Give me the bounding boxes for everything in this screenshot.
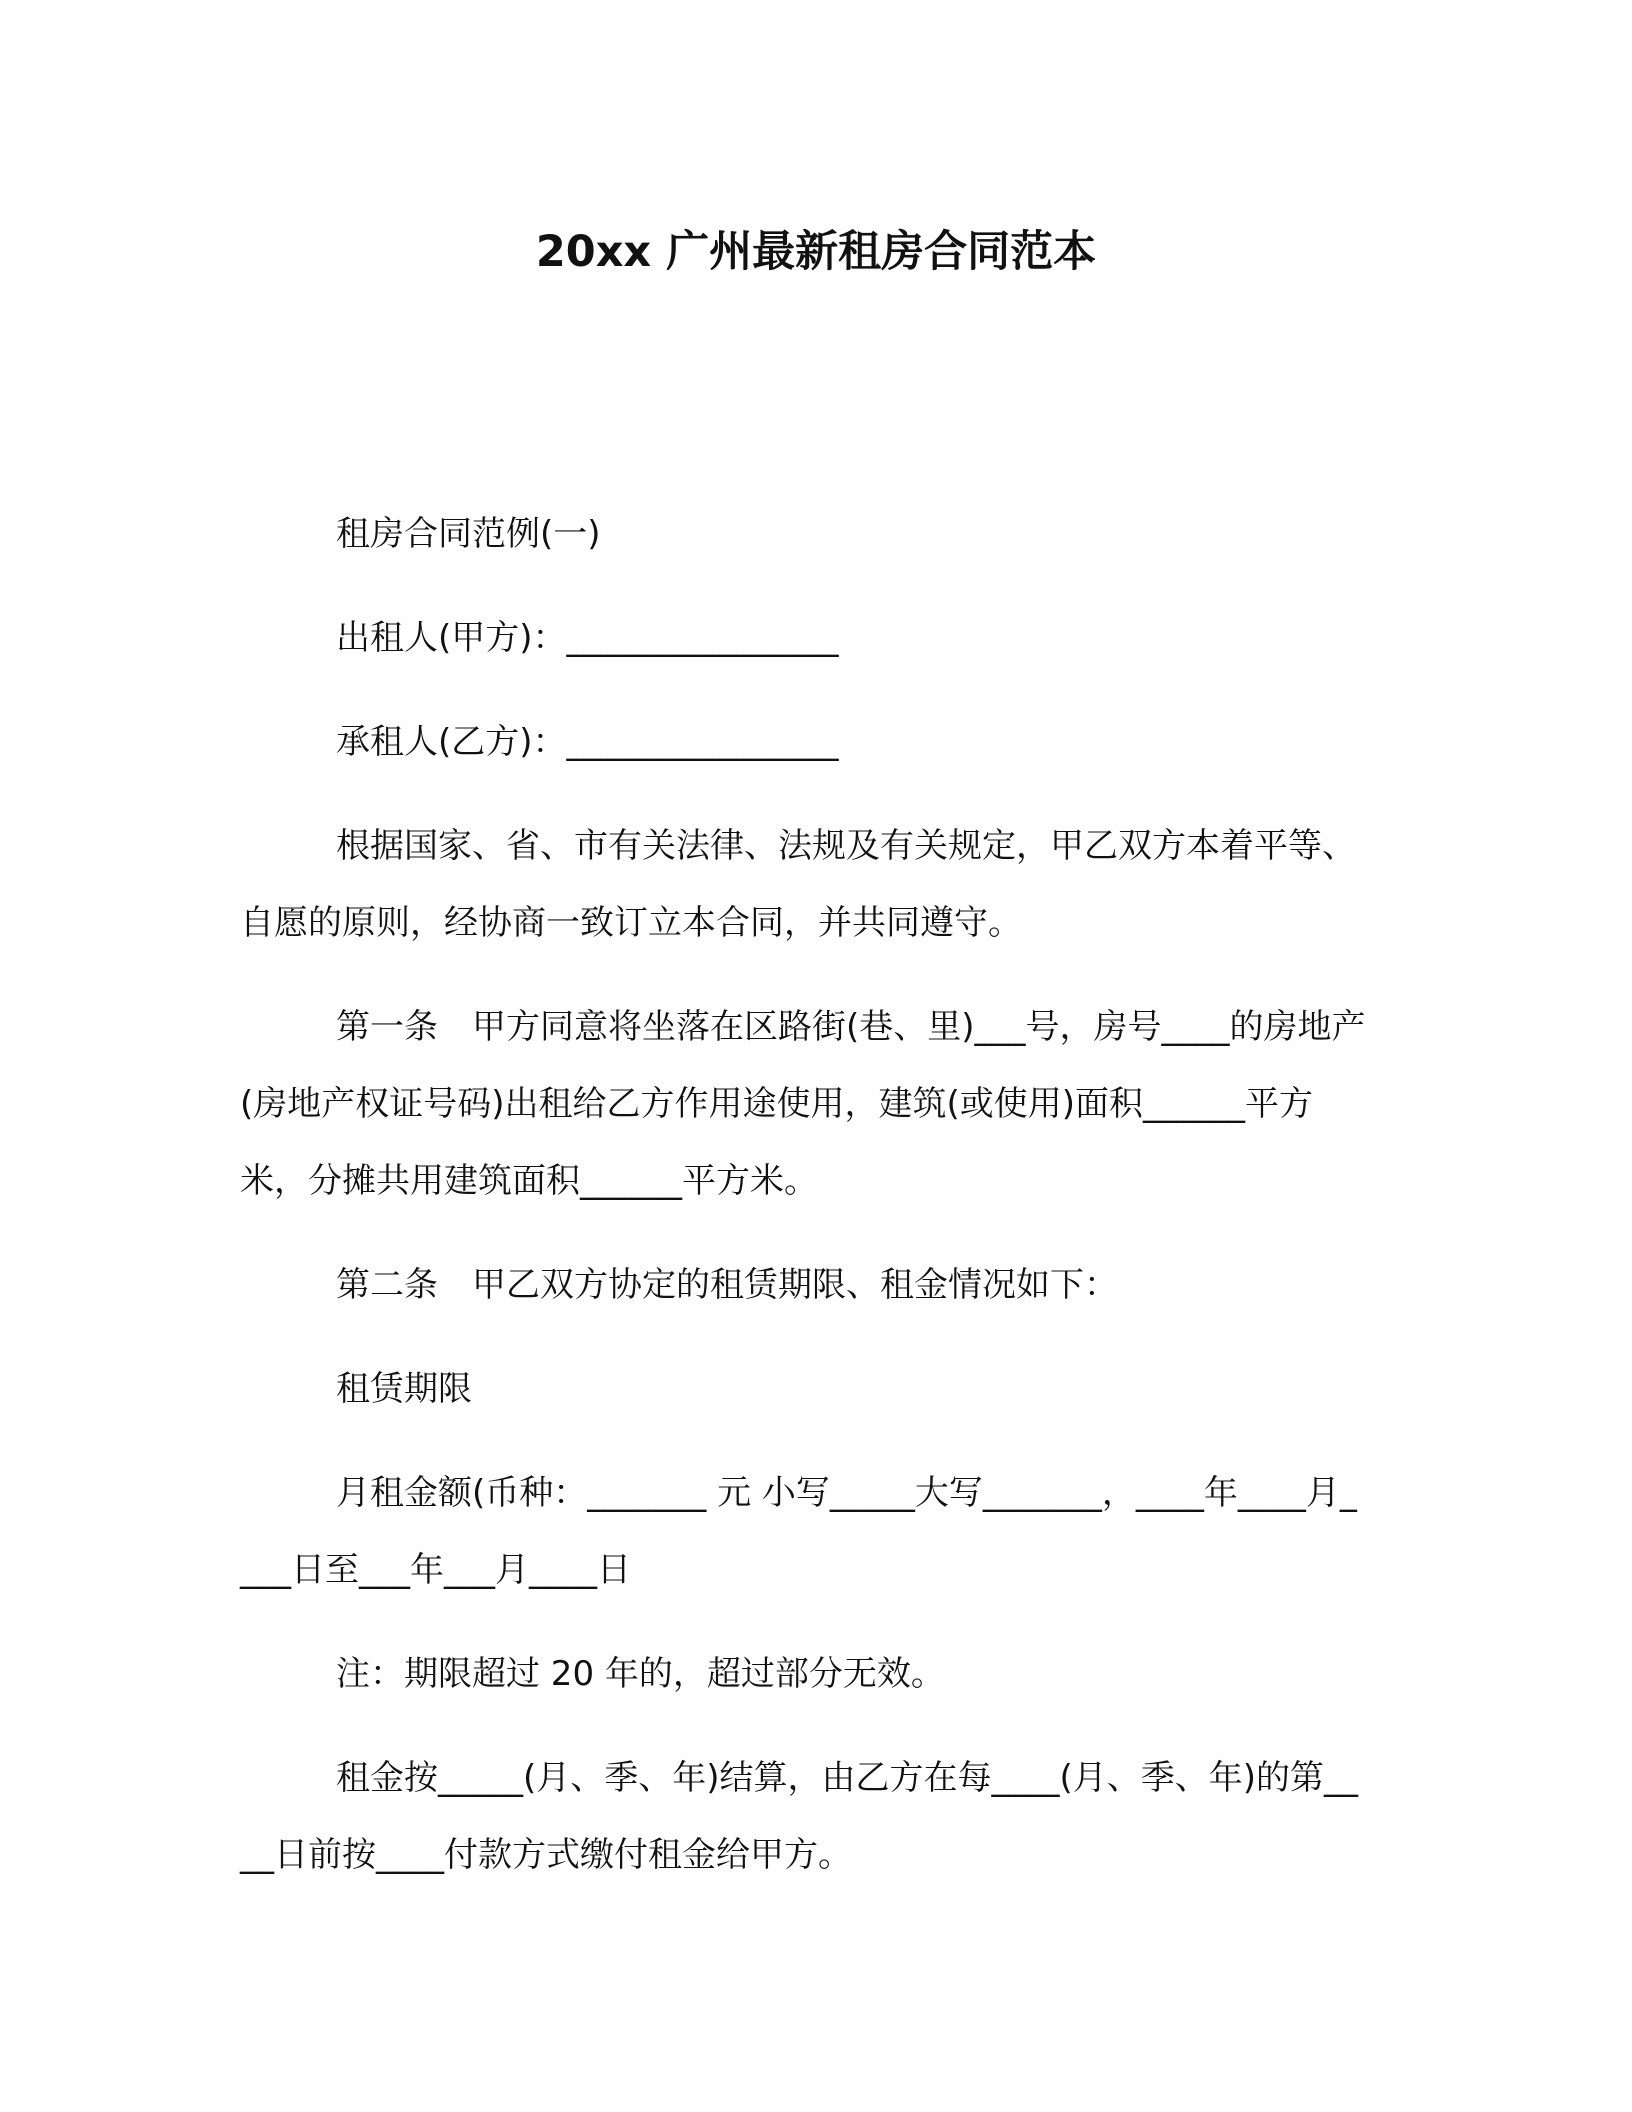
note-paragraph: 注：期限超过 20 年的，超过部分无效。	[336, 1654, 945, 1694]
lease-term-label: 租赁期限	[336, 1369, 472, 1409]
lessee-line: 承租人(乙方)：________________	[336, 722, 839, 762]
section-heading-example-one: 租房合同范例(一)	[336, 514, 601, 554]
payment-paragraph: 租金按_____(月、季、年)结算，由乙方在每____(月、季、年)的第____日前按____付款方式缴付租金给甲方。	[240, 1758, 1359, 1875]
document-body	[240, 496, 1370, 1921]
lessor-line: 出租人(甲方)：________________	[336, 618, 839, 658]
monthly-rent-paragraph: 月租金额(币种：_______ 元 小写_____大写_______，____年____月____日至___年___月____日	[240, 1473, 1357, 1590]
document-title: 20xx 广州最新租房合同范本	[535, 227, 1097, 277]
article-two-paragraph: 第二条 甲乙双方协定的租赁期限、租金情况如下：	[336, 1265, 1118, 1305]
basis-paragraph: 根据国家、省、市有关法律、法规及有关规定，甲乙双方本着平等、自愿的原则，经协商一致订立本合同，并共同遵守。	[240, 826, 1356, 943]
article-one-paragraph: 第一条 甲方同意将坐落在区路街(巷、里)___号，房号____的房地产(房地产权证号码)出租给乙方作用途使用，建筑(或使用)面积______平方米，分摊共用建筑面积______平方米。	[240, 1007, 1366, 1201]
